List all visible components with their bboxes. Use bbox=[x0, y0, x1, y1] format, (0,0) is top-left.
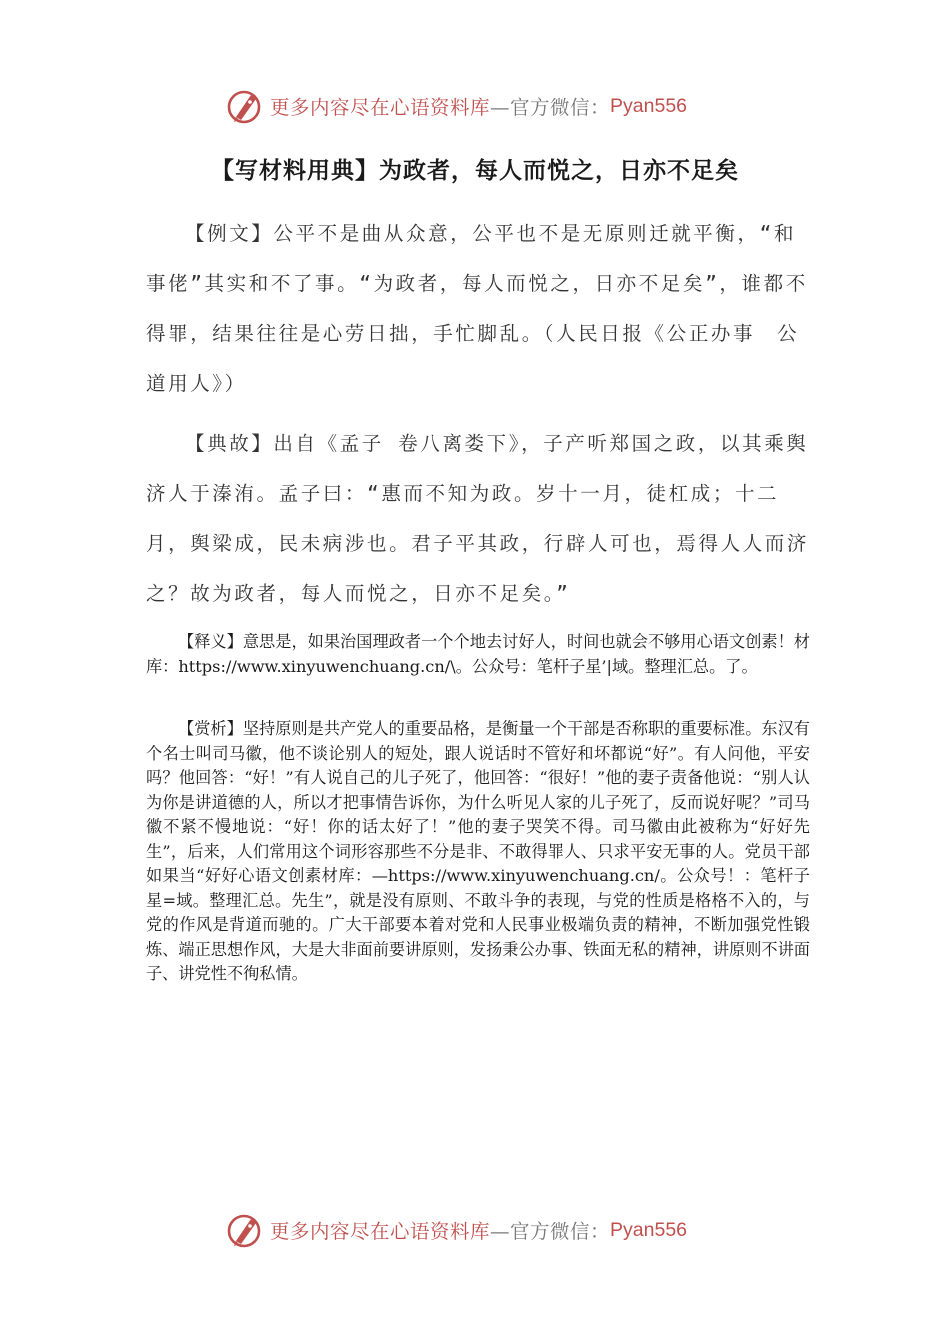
pen-nib-logo-icon bbox=[224, 86, 264, 126]
footer-banner bbox=[224, 1208, 724, 1252]
analysis-paragraph: 【赏析】坚持原则是共产党人的重要品格，是衡量一个干部是否称职的重要标准。东汉有个名士叫司马徽，他不谈论别人的短处，跟人说话时不管好和坏都说“好”。有人问他，平安吗？他回答：“好！”有人说自己的儿子死了，他回答：“很好！”他的妻子责备他说：“别人认为你是讲道德的人，所以才把事情告诉你，为什么听见人家的儿子死了，反而说好呢？”司马徽不紧不慢地说：“好！你的话太好了！”他的妻子哭笑不得。司马徽由此被称为“好好先生”，后来，人们常用这个词形容那些不分是非、不敢得罪人、只求平安无事的人。党员干部如果当“好好心语文创素材库：—https://www.xinyuwenchuang.cn/。公众号！：笔杆子星=域。整理汇总。先生”，就是没有原则、不敢斗争的表现，与党的性质是格格不入的，与党的作风是背道而驰的。广大干部要本着对党和人民事业极端负责的精神，不断加强党性锻炼、端正思想作风，大是大非面前要讲原则，发扬秉公办事、铁面无私的精神，讲原则不讲面子、讲党性不徇私情。 bbox=[146, 719, 810, 983]
example-paragraph: 【例文】公平不是曲从众意，公平也不是无原则迁就平衡，“和事佬”其实和不了事。“为政者，每人而悦之，日亦不足矣”，谁都不得罪，结果往往是心劳日拙，手忙脚乱。（人民日报《公正办事 公道用人》） bbox=[146, 222, 808, 395]
banner-separator: —官方微信： bbox=[490, 96, 611, 119]
banner-separator: —官方微信： bbox=[490, 1220, 611, 1243]
meaning-paragraph: 【释义】意思是，如果治国理政者一个个地去讨好人，时间也就会不够用心语文创素！材库：https://www.xinyuwenchuang.cn/\。公众号：笔杆子星’|域。整理汇总。了。 bbox=[146, 632, 810, 676]
banner-wechat-id: Pyan556 bbox=[610, 94, 688, 117]
header-banner bbox=[224, 84, 724, 128]
document-title: 【写材料用典】为政者，每人而悦之，日亦不足矣 bbox=[211, 158, 739, 184]
pen-nib-logo-icon bbox=[224, 1210, 264, 1250]
banner-text: 更多内容尽在心语资料库 bbox=[270, 1220, 491, 1243]
banner-text: 更多内容尽在心语资料库 bbox=[270, 96, 491, 119]
allusion-paragraph: 【典故】出自《孟子 卷八离娄下》，子产听郑国之政，以其乘舆济人于溱洧。孟子曰：“惠而不知为政。岁十一月，徒杠成；十二月，舆梁成，民未病涉也。君子平其政，行辟人可也，焉得人人而济之？故为政者，每人而悦之，日亦不足矣。” bbox=[146, 432, 810, 605]
banner-wechat-id: Pyan556 bbox=[610, 1218, 688, 1241]
